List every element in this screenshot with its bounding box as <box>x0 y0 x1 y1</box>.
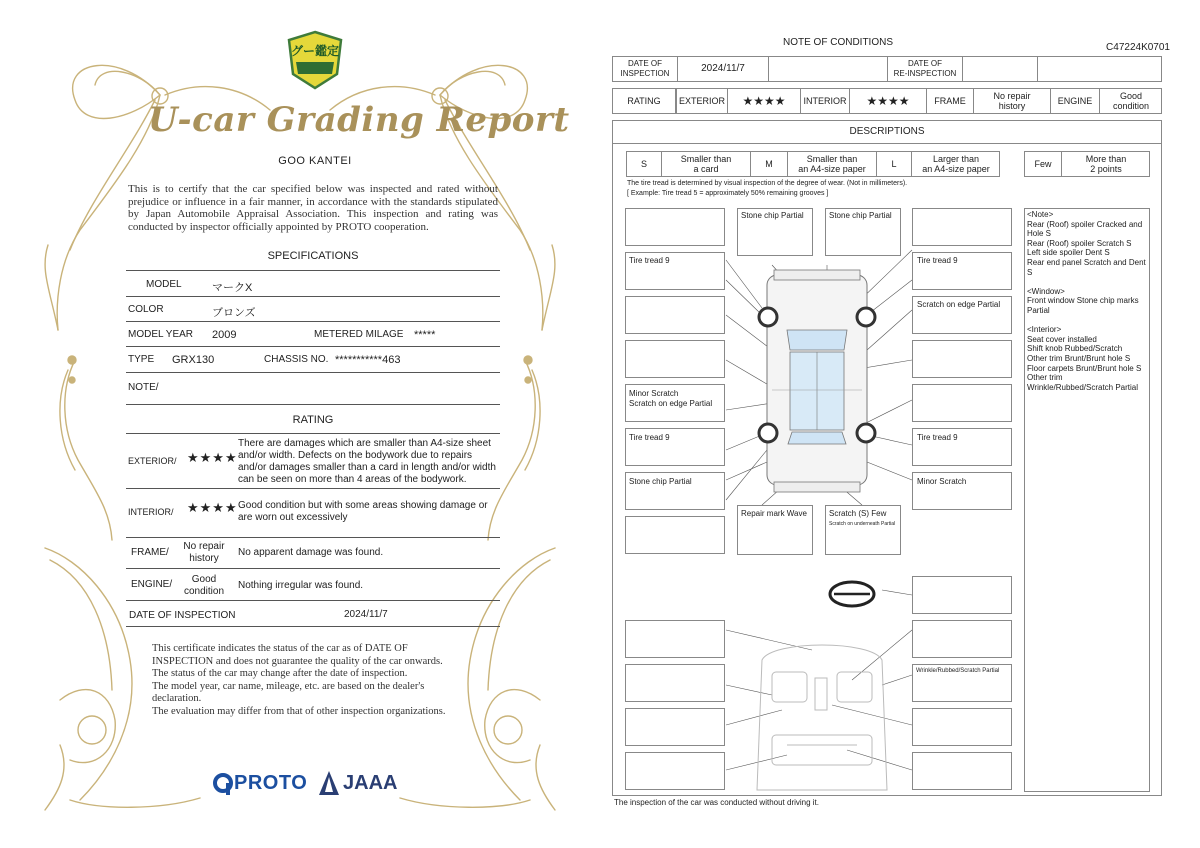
goo-kantei-badge <box>287 30 343 90</box>
note-line <box>1027 316 1151 326</box>
note-line: Other trim <box>1027 373 1063 383</box>
note-line: Wrinkle/Rubbed/Scratch Partial <box>1027 382 1139 392</box>
divider <box>126 600 500 601</box>
comment-box <box>625 516 725 554</box>
comment-box <box>625 620 725 658</box>
comment-stone-chip-left: Stone chip Partial <box>629 477 692 486</box>
comment-minor-scratch-left: Minor Scratch Scratch on edge Partial <box>629 389 713 408</box>
proto-logo: PROTO <box>212 770 307 796</box>
comment-interior-wrinkle: Wrinkle/Rubbed/Scratch Partial <box>916 668 1000 674</box>
frame-description: No apparent damage was found. <box>238 547 384 558</box>
comment-tire-rear-right: Tire tread 9 <box>917 433 958 442</box>
exterior-description: There are damages which are smaller than A4-size sheet and/or width. Defects on the bodywork due to repairs and/or damages smaller than a card in length and/or width can be seen on more than 4 areas of the bodywork. <box>238 438 496 485</box>
frame-value: No repair history <box>993 91 1031 111</box>
comment-stone-chip-front-left: Stone chip Partial <box>741 211 804 220</box>
note-line: Seat cover installed <box>1027 334 1097 344</box>
frame-value: No repair history <box>183 541 225 564</box>
comment-stone-chip-front-right: Stone chip Partial <box>829 211 892 220</box>
notes-list <box>1027 210 1151 392</box>
comment-box <box>912 208 1012 246</box>
note-line: Floor carpets Brunt/Brunt hole S <box>1027 363 1142 373</box>
interior-description: Good condition but with some areas showing damage or are worn out excessively <box>238 500 488 523</box>
tire-tread-example: [ Example: Tire tread 5 = approximately 50% remaining grooves ] <box>627 190 829 197</box>
legend-m-desc: Smaller than an A4-size paper <box>798 154 866 174</box>
model-value: マークX <box>212 282 253 294</box>
steering-wheel-icon <box>830 582 874 606</box>
model-label: MODEL <box>146 279 182 290</box>
interior-stars: ★★★★ <box>866 94 910 108</box>
certificate-disclaimer: This certificate indicates the status of the car as of DATE OF INSPECTION and does not guarantee the quality of the car onwards. The status of the car may change after the date of inspection. The model year, car name, mileage, etc. are based on the dealer's declaration. The evaluation may differ from that of other inspection organizations. <box>152 643 446 717</box>
metered-milage-label: METERED MILAGE <box>314 329 404 340</box>
engine-description: Nothing irregular was found. <box>238 580 364 591</box>
note-line: <Window> <box>1027 286 1065 296</box>
legend-s: S <box>640 159 647 169</box>
legend-l-desc: Larger than an A4-size paper <box>922 154 990 174</box>
color-label: COLOR <box>128 304 164 315</box>
document-id: C47224K0701 <box>1106 42 1170 53</box>
type-label: TYPE <box>128 354 155 365</box>
note-line: Other trim Brunt/Brunt hole S <box>1027 353 1131 363</box>
divider <box>126 568 500 569</box>
re-inspection-value <box>962 56 1038 82</box>
comment-box <box>912 340 1012 378</box>
divider <box>126 270 500 271</box>
legend-few: Few <box>1034 159 1052 169</box>
interior-header: INTERIOR <box>803 96 847 106</box>
comment-scratch-edge-right: Scratch on edge Partial <box>917 300 1001 309</box>
divider <box>126 488 500 489</box>
car-top-view-icon <box>759 270 875 492</box>
engine-value: Good condition <box>183 574 225 597</box>
note-line: Shift knob Rubbed/Scratch <box>1027 344 1123 354</box>
divider <box>126 296 500 297</box>
legend-s-desc: Smaller than a card <box>680 154 732 174</box>
comment-box <box>625 296 725 334</box>
rating-header: RATING <box>627 96 661 106</box>
note-line: Rear (Roof) spoiler Scratch S <box>1027 238 1132 248</box>
engine-header: ENGINE <box>1057 96 1093 106</box>
inspection-date-value: 2024/11/7 <box>701 63 745 74</box>
jaaa-mark-icon <box>318 770 340 796</box>
interior-stars: ★★★★ <box>187 500 238 515</box>
comment-box <box>912 576 1012 614</box>
badge-label: グー鑑定 <box>290 44 339 58</box>
date-of-inspection-header: DATE OF INSPECTION <box>620 59 670 78</box>
divider <box>126 626 500 627</box>
legend-few-desc: More than 2 points <box>1085 154 1127 174</box>
comment-box <box>625 664 725 702</box>
comment-tire-front-left: Tire tread 9 <box>629 256 670 265</box>
note-line: Rear end panel Scratch and Dent S <box>1027 257 1146 277</box>
chassis-value: ***********463 <box>335 354 401 366</box>
date-of-inspection-value: 2024/11/7 <box>344 609 388 620</box>
divider <box>126 346 500 347</box>
divider <box>126 404 500 405</box>
rating-heading: RATING <box>292 414 334 426</box>
exterior-stars: ★★★★ <box>742 94 786 108</box>
descriptions-heading: DESCRIPTIONS <box>849 126 925 137</box>
note-line: Rear (Roof) spoiler Cracked and Hole S <box>1027 219 1143 239</box>
color-value: ブロンズ <box>212 307 256 319</box>
comment-box <box>625 208 725 246</box>
comment-box <box>625 752 725 790</box>
exterior-stars: ★★★★ <box>187 450 238 465</box>
specifications-heading: SPECIFICATIONS <box>267 250 359 262</box>
comment-box <box>912 384 1012 422</box>
metered-milage-value: ***** <box>414 329 436 341</box>
divider <box>126 433 500 434</box>
note-of-conditions-title: NOTE OF CONDITIONS <box>783 37 893 48</box>
jaaa-logo: JAAA <box>318 770 397 796</box>
blank-cell <box>768 56 888 82</box>
engine-value: Good condition <box>1112 91 1150 111</box>
note-line: Left side spoiler Dent S <box>1027 248 1110 258</box>
comment-box <box>912 752 1012 790</box>
tire-tread-note: The tire tread is determined by visual inspection of the degree of wear. (Not in millimeters). <box>627 180 908 187</box>
re-inspection-header: DATE OF RE-INSPECTION <box>893 59 957 78</box>
comment-box <box>912 708 1012 746</box>
divider <box>126 321 500 322</box>
inspection-footer-note: The inspection of the car was conducted without driving it. <box>614 798 819 807</box>
legend-m: M <box>765 159 773 169</box>
frame-label: FRAME/ <box>131 547 169 558</box>
comment-tire-front-right: Tire tread 9 <box>917 256 958 265</box>
type-value: GRX130 <box>172 354 215 366</box>
comment-box <box>625 708 725 746</box>
comment-box <box>912 620 1012 658</box>
model-year-label: MODEL YEAR <box>128 329 194 340</box>
divider <box>126 537 500 538</box>
comment-scratch-underneath: Scratch on underneath Partial <box>829 521 896 527</box>
date-of-inspection-label: DATE OF INSPECTION <box>129 610 236 621</box>
comment-minor-scratch-right: Minor Scratch <box>917 477 967 486</box>
shield-icon <box>287 30 343 90</box>
interior-label: INTERIOR/ <box>128 507 174 517</box>
comment-repair-mark: Repair mark Wave <box>741 509 807 518</box>
chassis-label: CHASSIS NO. <box>264 354 329 365</box>
report-title: U-car Grading Report <box>148 100 570 140</box>
report-subtitle: GOO KANTEI <box>278 155 352 167</box>
note-label: NOTE/ <box>128 382 159 393</box>
model-year-value: 2009 <box>212 329 237 341</box>
proto-mark-icon <box>212 771 234 795</box>
comment-tire-rear-left: Tire tread 9 <box>629 433 670 442</box>
comment-scratch-few: Scratch (S) Few <box>829 509 887 518</box>
note-line: Front window Stone chip marks Partial <box>1027 296 1139 315</box>
comment-box <box>625 340 725 378</box>
exterior-label: EXTERIOR/ <box>128 456 177 466</box>
exterior-header: EXTERIOR <box>678 96 725 106</box>
divider <box>126 372 500 373</box>
engine-label: ENGINE/ <box>131 579 173 590</box>
certification-text: This is to certify that the car specified below was inspected and rated without prejudice or influence in a fair manner, in accordance with the standards stipulated by Japan Automobile Appraisal Association. This inspection and rating was conducted by inspector officially appointed by PROTO cooperation. <box>128 183 498 233</box>
legend-l: L <box>891 159 897 169</box>
note-line <box>1027 277 1151 287</box>
note-line: <Note> <box>1027 210 1054 219</box>
note-line: <Interior> <box>1027 325 1062 335</box>
frame-header: FRAME <box>934 96 966 106</box>
